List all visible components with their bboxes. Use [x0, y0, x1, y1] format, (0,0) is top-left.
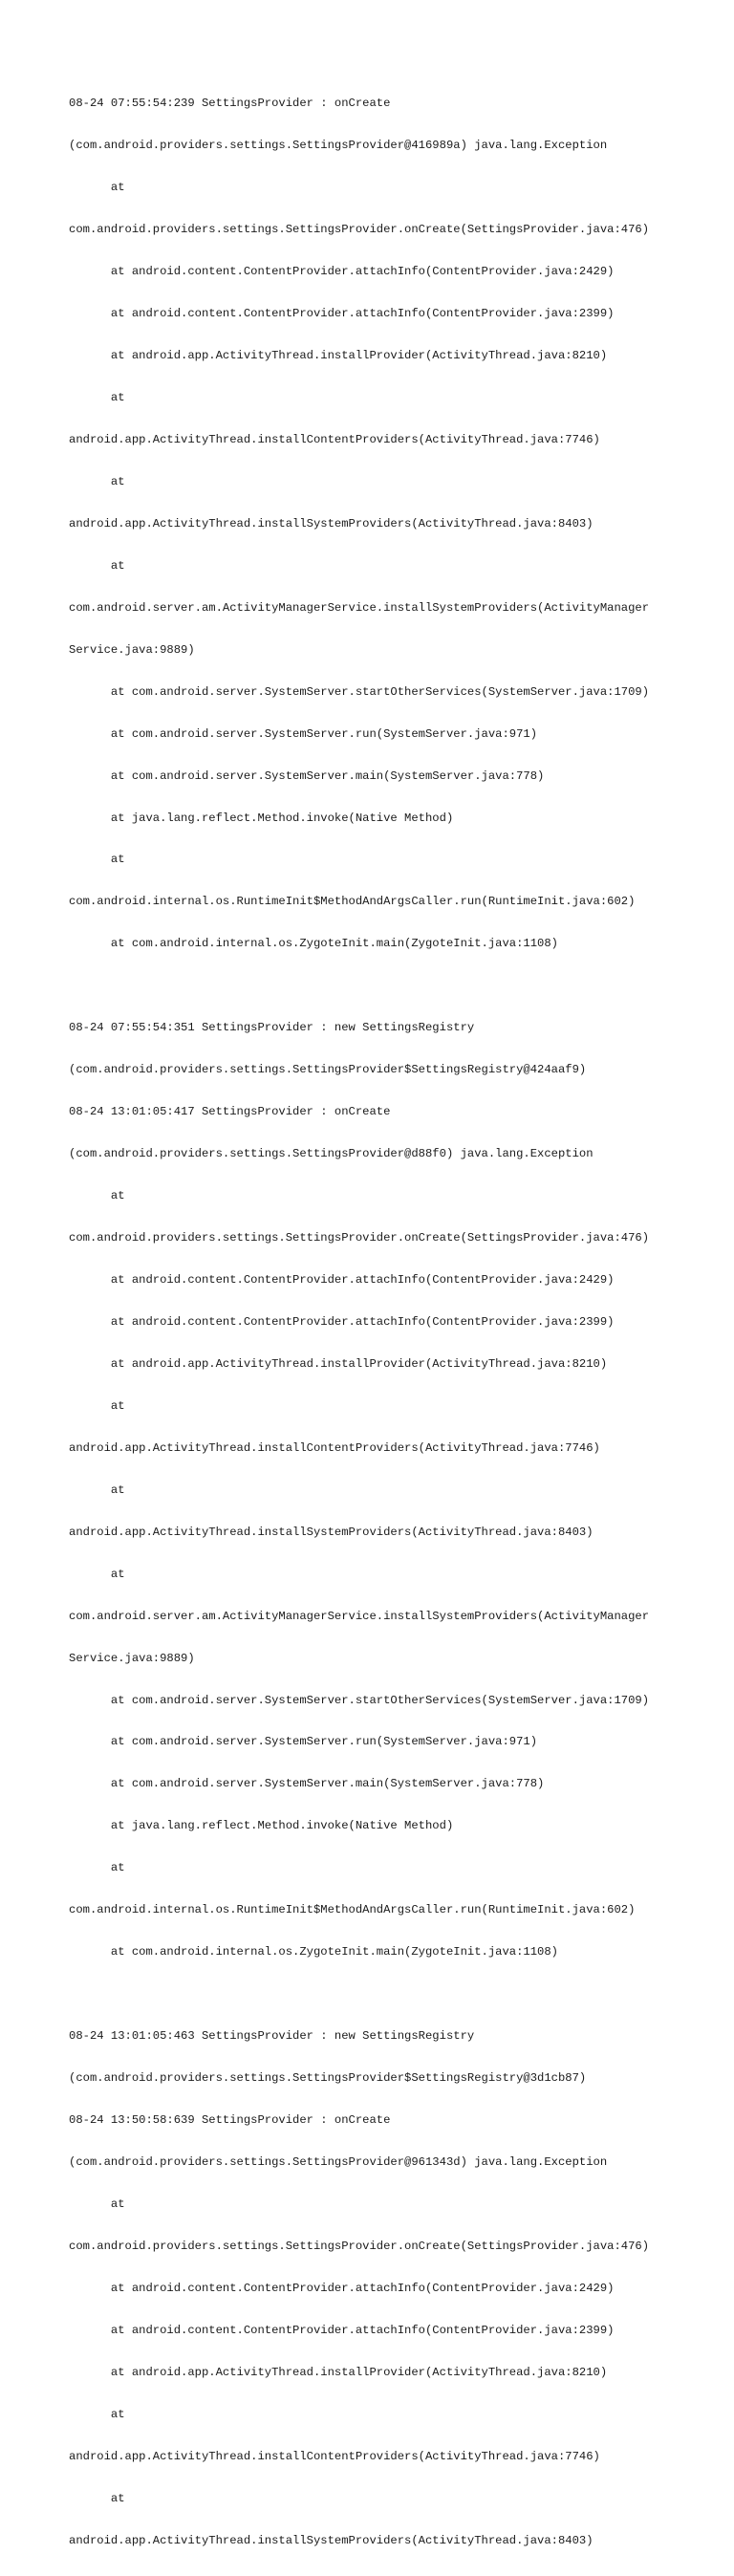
- log-line: at: [69, 1567, 125, 1581]
- log-line: com.android.server.am.ActivityManagerService.installSystemProviders(ActivityManager: [69, 600, 650, 615]
- log-line: at android.content.ContentProvider.attachInfo(ContentProvider.java:2429): [69, 1273, 615, 1287]
- log-line: at: [69, 2491, 125, 2505]
- log-line: at android.content.ContentProvider.attachInfo(ContentProvider.java:2429): [69, 265, 615, 279]
- log-line: at: [69, 558, 125, 573]
- log-line: at android.app.ActivityThread.installProvider(ActivityThread.java:8210): [69, 349, 608, 363]
- log-line: 08-24 13:01:05:463 SettingsProvider : new SettingsRegistry: [69, 2029, 475, 2044]
- log-text-block: [69, 69, 671, 2576]
- log-line: com.android.providers.settings.SettingsProvider.onCreate(SettingsProvider.java:476): [69, 2239, 650, 2253]
- log-line: at com.android.server.SystemServer.startOtherServices(SystemServer.java:1709): [69, 1693, 650, 1707]
- log-line: at: [69, 1189, 125, 1203]
- log-line: android.app.ActivityThread.installSystemProviders(ActivityThread.java:8403): [69, 2533, 594, 2547]
- log-line: at: [69, 390, 125, 404]
- log-line: at android.content.ContentProvider.attachInfo(ContentProvider.java:2429): [69, 2281, 615, 2295]
- log-line: (com.android.providers.settings.SettingsProvider@961343d) java.lang.Exception: [69, 2155, 608, 2170]
- log-line: at android.app.ActivityThread.installProvider(ActivityThread.java:8210): [69, 1356, 608, 1371]
- log-line: 08-24 07:55:54:351 SettingsProvider : new SettingsRegistry: [69, 1021, 475, 1035]
- log-line: android.app.ActivityThread.installContentProviders(ActivityThread.java:7746): [69, 432, 600, 446]
- log-line: com.android.server.am.ActivityManagerService.installSystemProviders(ActivityManager: [69, 1609, 650, 1623]
- log-line: at com.android.internal.os.ZygoteInit.main(ZygoteInit.java:1108): [69, 1945, 558, 1959]
- log-line: at: [69, 2407, 125, 2421]
- log-line: (com.android.providers.settings.SettingsProvider$SettingsRegistry@424aaf9): [69, 1063, 587, 1077]
- log-line: at java.lang.reflect.Method.invoke(Native Method): [69, 811, 454, 825]
- log-line: Service.java:9889): [69, 642, 195, 657]
- log-line: at com.android.server.SystemServer.startOtherServices(SystemServer.java:1709): [69, 684, 650, 699]
- log-line: com.android.providers.settings.SettingsProvider.onCreate(SettingsProvider.java:476): [69, 223, 650, 237]
- log-line: at android.content.ContentProvider.attachInfo(ContentProvider.java:2399): [69, 307, 615, 321]
- log-line: at: [69, 474, 125, 488]
- log-blank-line: [69, 1987, 671, 2002]
- log-line: at com.android.server.SystemServer.run(SystemServer.java:971): [69, 726, 538, 741]
- log-line: at com.android.internal.os.ZygoteInit.main(ZygoteInit.java:1108): [69, 937, 558, 951]
- log-line: Service.java:9889): [69, 1651, 195, 1665]
- log-line: at android.content.ContentProvider.attachInfo(ContentProvider.java:2399): [69, 1314, 615, 1329]
- log-line: com.android.internal.os.RuntimeInit$MethodAndArgsCaller.run(RuntimeInit.java:602): [69, 1903, 636, 1917]
- log-line: at: [69, 1861, 125, 1875]
- log-line: android.app.ActivityThread.installContentProviders(ActivityThread.java:7746): [69, 1440, 600, 1455]
- log-line: at: [69, 853, 125, 867]
- log-line: at android.content.ContentProvider.attachInfo(ContentProvider.java:2399): [69, 2323, 615, 2337]
- log-line: at java.lang.reflect.Method.invoke(Native Method): [69, 1819, 454, 1833]
- log-line: at: [69, 2197, 125, 2211]
- log-line: at: [69, 1398, 125, 1413]
- log-line: 08-24 07:55:54:239 SettingsProvider : onCreate: [69, 97, 391, 111]
- log-line: android.app.ActivityThread.installContentProviders(ActivityThread.java:7746): [69, 2449, 600, 2463]
- log-line: at com.android.server.SystemServer.main(SystemServer.java:778): [69, 1777, 545, 1791]
- log-blank-line: [69, 979, 671, 993]
- log-line: android.app.ActivityThread.installSystemProviders(ActivityThread.java:8403): [69, 1525, 594, 1539]
- log-line: at: [69, 1483, 125, 1497]
- log-line: com.android.internal.os.RuntimeInit$MethodAndArgsCaller.run(RuntimeInit.java:602): [69, 895, 636, 909]
- log-line: at android.app.ActivityThread.installProvider(ActivityThread.java:8210): [69, 2365, 608, 2379]
- log-line: com.android.providers.settings.SettingsProvider.onCreate(SettingsProvider.java:476): [69, 1231, 650, 1245]
- log-line: (com.android.providers.settings.SettingsProvider@d88f0) java.lang.Exception: [69, 1147, 594, 1161]
- log-line: (com.android.providers.settings.SettingsProvider@416989a) java.lang.Exception: [69, 139, 608, 153]
- log-line: (com.android.providers.settings.SettingsProvider$SettingsRegistry@3d1cb87): [69, 2071, 587, 2086]
- log-line: at com.android.server.SystemServer.run(SystemServer.java:971): [69, 1735, 538, 1749]
- log-line: at: [69, 181, 125, 195]
- log-line: 08-24 13:50:58:639 SettingsProvider : onCreate: [69, 2113, 391, 2128]
- log-line: 08-24 13:01:05:417 SettingsProvider : onCreate: [69, 1105, 391, 1119]
- log-line: at com.android.server.SystemServer.main(SystemServer.java:778): [69, 768, 545, 783]
- log-line: android.app.ActivityThread.installSystemProviders(ActivityThread.java:8403): [69, 516, 594, 530]
